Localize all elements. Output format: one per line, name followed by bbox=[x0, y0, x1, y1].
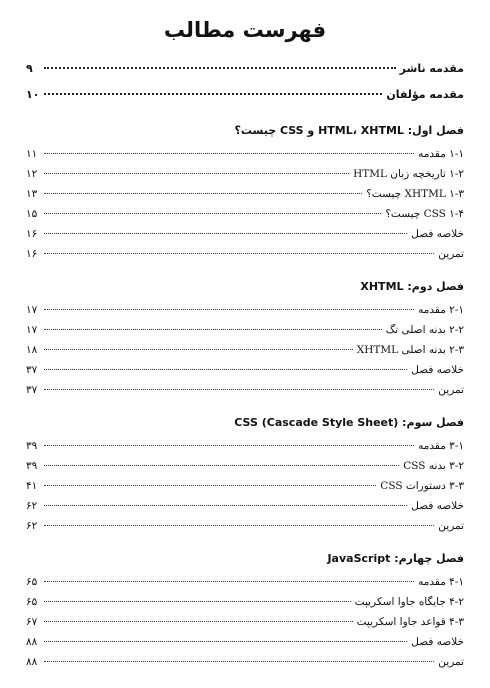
toc-entry bbox=[26, 652, 464, 672]
entry-page-number: ۶۷ bbox=[26, 616, 38, 628]
dot-leader bbox=[44, 369, 407, 370]
entry-label: ۳-۲ بدنه CSS bbox=[403, 460, 464, 472]
entry-page-number: ۱۷ bbox=[26, 304, 38, 316]
dot-leader bbox=[44, 309, 414, 310]
dot-leader bbox=[44, 349, 353, 350]
entry-label: ۲-۳ بدنه اصلی XHTML bbox=[356, 344, 464, 356]
toc-entry bbox=[26, 592, 464, 612]
entry-page-number: ۳۷ bbox=[26, 364, 38, 376]
dot-leader bbox=[44, 173, 349, 174]
chapter-2-section bbox=[26, 276, 464, 400]
toc-entry bbox=[26, 456, 464, 476]
dot-leader bbox=[44, 153, 414, 154]
chapter-3-section bbox=[26, 412, 464, 536]
chapter-1-section bbox=[26, 120, 464, 264]
toc-entry bbox=[26, 204, 464, 224]
page-title: فهرست مطالب bbox=[163, 18, 327, 42]
dot-leader bbox=[44, 581, 414, 582]
toc-entry bbox=[26, 144, 464, 164]
toc-entry-publisher-intro bbox=[26, 56, 464, 82]
entry-label: خلاصه فصل bbox=[411, 636, 464, 648]
entry-label: خلاصه فصل bbox=[411, 364, 464, 376]
entry-page-number: ۶۲ bbox=[26, 520, 38, 532]
toc-entry-authors-intro bbox=[26, 82, 464, 108]
entry-label: ۳-۳ دستورات CSS bbox=[380, 480, 464, 492]
dot-leader bbox=[44, 485, 376, 486]
entry-page-number: ۳۹ bbox=[26, 460, 38, 472]
entry-page-number: ۶۵ bbox=[26, 576, 38, 588]
dot-leader bbox=[44, 505, 407, 506]
entry-page-number: ۱۲ bbox=[26, 168, 38, 180]
dot-leader bbox=[44, 193, 362, 194]
dot-leader bbox=[44, 253, 434, 254]
entry-page-number: ۱۱ bbox=[26, 148, 38, 160]
dot-leader bbox=[44, 525, 434, 526]
toc-entry bbox=[26, 320, 464, 340]
chapter-4-section bbox=[26, 548, 464, 672]
entry-label: خلاصه فصل bbox=[411, 228, 464, 240]
entry-page-number: ۱۳ bbox=[26, 188, 38, 200]
toc-entry bbox=[26, 516, 464, 536]
dot-leader bbox=[44, 601, 351, 602]
entry-label: ۲-۲ بدنه اصلی تگ bbox=[385, 324, 464, 336]
entry-label: خلاصه فصل bbox=[411, 500, 464, 512]
entry-label: ۲-۱ مقدمه bbox=[418, 304, 464, 316]
dot-leader bbox=[44, 67, 396, 69]
entry-label: تمرین bbox=[438, 248, 464, 260]
entry-page-number: ۶۲ bbox=[26, 500, 38, 512]
toc-entry bbox=[26, 244, 464, 264]
dot-leader bbox=[44, 621, 353, 622]
entry-label: ۱-۴ CSS چیست؟ bbox=[385, 208, 464, 220]
entry-label: ۴-۳ قواعد جاوا اسکریپت bbox=[356, 616, 464, 628]
toc-entry bbox=[26, 340, 464, 360]
dot-leader bbox=[44, 233, 407, 234]
dot-leader bbox=[44, 389, 434, 390]
dot-leader bbox=[44, 445, 414, 446]
entry-page-number: ۱۶ bbox=[26, 248, 38, 260]
chapter-2-title: فصل دوم: XHTML bbox=[360, 280, 464, 293]
toc-entry bbox=[26, 224, 464, 244]
dot-leader bbox=[44, 93, 382, 95]
toc-entry bbox=[26, 632, 464, 652]
entry-page-number: ۱۰ bbox=[26, 88, 40, 101]
entry-label: تمرین bbox=[438, 520, 464, 532]
toc-entry bbox=[26, 164, 464, 184]
chapter-1-title: فصل اول: HTML، XHTML و CSS چیست؟ bbox=[234, 124, 464, 137]
entry-page-number: ۹ bbox=[26, 62, 33, 75]
toc-entry bbox=[26, 360, 464, 380]
entry-page-number: ۳۹ bbox=[26, 440, 38, 452]
chapter-3-title: فصل سوم: (CSS (Cascade Style Sheet bbox=[234, 416, 464, 429]
toc-entry bbox=[26, 612, 464, 632]
entry-page-number: ۸۸ bbox=[26, 656, 38, 668]
toc-entry bbox=[26, 436, 464, 456]
entry-label: ۴-۱ مقدمه bbox=[418, 576, 464, 588]
intro-entries bbox=[26, 56, 464, 108]
entry-page-number: ۸۸ bbox=[26, 636, 38, 648]
entry-page-number: ۴۱ bbox=[26, 480, 38, 492]
entry-label: ۴-۲ جایگاه جاوا اسکریپت bbox=[354, 596, 464, 608]
entry-label: ۳-۱ مقدمه bbox=[418, 440, 464, 452]
dot-leader bbox=[44, 465, 399, 466]
entry-page-number: ۱۶ bbox=[26, 228, 38, 240]
entry-label: ۱-۱ مقدمه bbox=[418, 148, 464, 160]
dot-leader bbox=[44, 661, 434, 662]
entry-label: تمرین bbox=[438, 656, 464, 668]
toc-entry bbox=[26, 184, 464, 204]
toc-entry bbox=[26, 300, 464, 320]
entry-page-number: ۶۵ bbox=[26, 596, 38, 608]
toc-entry bbox=[26, 572, 464, 592]
entry-page-number: ۱۷ bbox=[26, 324, 38, 336]
entry-label: تمرین bbox=[438, 384, 464, 396]
chapter-4-title: فصل چهارم: JavaScript bbox=[327, 552, 464, 565]
toc-entry bbox=[26, 380, 464, 400]
entry-page-number: ۱۸ bbox=[26, 344, 38, 356]
entry-label: ۱-۲ تاریخچه زبان HTML bbox=[353, 168, 464, 180]
toc-entry bbox=[26, 496, 464, 516]
dot-leader bbox=[44, 213, 381, 214]
entry-page-number: ۱۵ bbox=[26, 208, 38, 220]
entry-label: ۱-۳ XHTML چیست؟ bbox=[366, 188, 464, 200]
dot-leader bbox=[44, 329, 382, 330]
entry-page-number: ۳۷ bbox=[26, 384, 38, 396]
dot-leader bbox=[44, 641, 407, 642]
entry-label: مقدمه ناشر bbox=[399, 62, 464, 75]
toc-entry bbox=[26, 476, 464, 496]
entry-label: مقدمه مؤلفان bbox=[386, 88, 464, 101]
